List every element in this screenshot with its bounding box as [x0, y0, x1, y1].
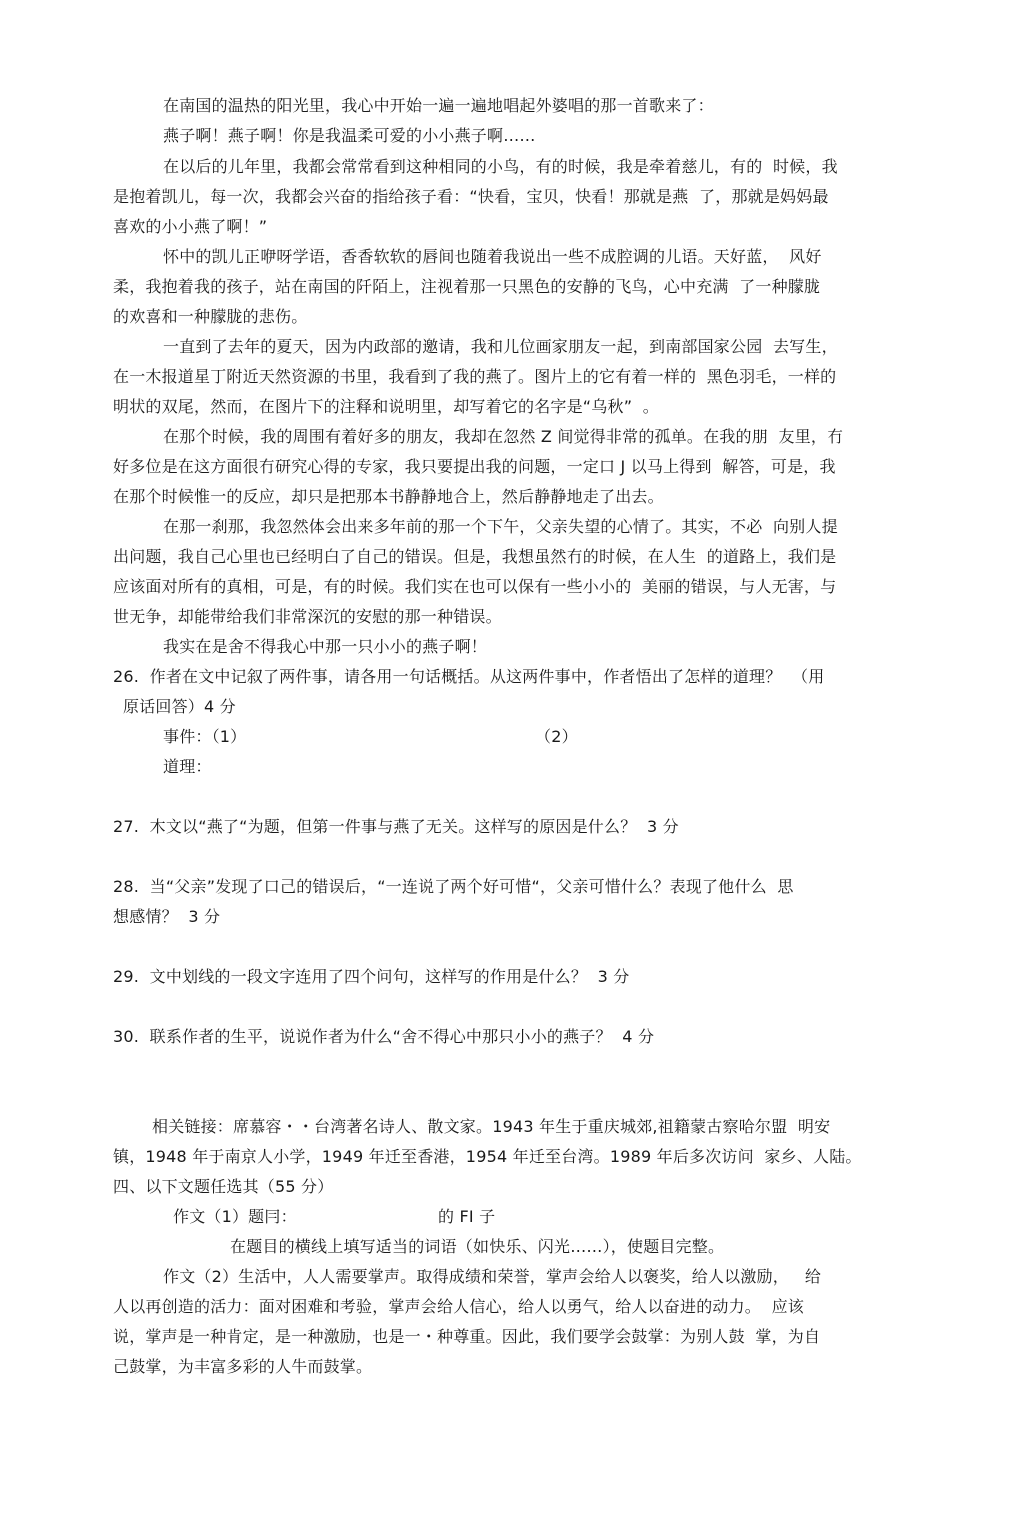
- essay-2-text: 人以再创造的活力：面对困难和考验，掌声会给人信心，给人以勇气，给人以奋进的动力。 应该: [113, 1297, 804, 1316]
- passage-line: 的欢喜和一种朦胧的悲伤。: [113, 307, 308, 326]
- question-28: 28. 当“父亲”发现了口己的错误后，“一连说了两个好可惜“，父亲可惜什么？表现了他什么 思: [113, 877, 794, 896]
- passage-line: 应该面对所有的真相，可是，有的时候。我们实在也可以保有一些小小的 美丽的错误，与人无害，与: [113, 577, 837, 596]
- question-28-continued: 想感情？ 3 分: [113, 907, 221, 926]
- related-link-continued: 镇，1948 年于南京人小学，1949 年迁至香港，1954 年迁至台湾。1989 年后多次访问 家乡、人陆。: [113, 1147, 862, 1166]
- essay-1-title-suffix: 的 FI 子: [438, 1207, 496, 1226]
- passage-line: 燕子啊！燕子啊！你是我温柔可爱的小小燕子啊……: [163, 126, 536, 145]
- question-29: 29. 文中划线的一段文字连用了四个问句，这样写的作用是什么？ 3 分: [113, 967, 630, 986]
- passage-line: 喜欢的小小燕了啊！”: [113, 217, 268, 236]
- passage-line: 在那个时候惟一的反应，却只是把那本书静静地合上，然后静静地走了出去。: [113, 487, 664, 506]
- question-30: 30. 联系作者的生平，说说作者为什么“舍不得心中那只小小的燕子？ 4 分: [113, 1027, 655, 1046]
- passage-line: 柔，我抱着我的孩子，站在南国的阡陌上，注视着那一只黑色的安静的飞鸟，心中充满 了一种朦胧: [113, 277, 821, 296]
- question-27: 27. 木文以“燕了“为题，但第一件事与燕了无关。这样写的原因是什么？ 3 分: [113, 817, 679, 836]
- passage-line: 在那个时候，我的周围有着好多的朋友，我却在忽然 Z 间觉得非常的孤单。在我的朋 友里，冇: [163, 427, 844, 446]
- essay-2-text: 己鼓掌，为丰富多彩的人牛而鼓掌。: [113, 1357, 373, 1376]
- question-26-continued: 原话回答）4 分: [123, 697, 236, 716]
- essay-1-instruction: 在题目的横线上填写适当的词语（如快乐、闪光……），使题目完整。: [230, 1237, 725, 1256]
- passage-line: 在以后的儿年里，我都会常常看到这种相同的小鸟，有的时候，我是牵着慈儿，有的 时候，我: [163, 157, 838, 176]
- passage-line: 是抱着凯儿，每一次，我都会兴奋的指给孩子看：“快看，宝贝，快看！那就是燕 了，那就是妈妈最: [113, 187, 829, 206]
- section-4-heading: 四、以下文题任选其（55 分）: [113, 1177, 334, 1196]
- passage-line: 出问题，我自己心里也已经明白了自己的错误。但是，我想虽然冇的时候，在人生 的道路上，我们是: [113, 547, 837, 566]
- passage-line: 我实在是舍不得我心中那一只小小的燕子啊！: [163, 637, 488, 656]
- question-26-event-2-label: （2）: [535, 727, 578, 746]
- passage-line: 好多位是在这方面很冇研究心得的专家，我只要提出我的问题，一定口 J 以马上得到 解答，可是，我: [113, 457, 836, 476]
- passage-line: 在南国的温热的阳光里，我心中开始一遍一遍地唱起外婆唱的那一首歌来了：: [163, 96, 714, 115]
- essay-2-text: 作文（2）生活中，人人需要掌声。取得成绩和荣誉，掌声会给人以褒奖，给人以激励， 给: [163, 1267, 822, 1286]
- question-26-event-1-label: 事件：（1）: [163, 727, 247, 746]
- passage-line: 一直到了去年的夏天，因为内政部的邀请，我和儿位画家朋友一起，到南部国家公园 去写生，: [163, 337, 838, 356]
- passage-line: 在一木报道星丁附近天然资源的书里，我看到了我的燕了。图片上的它有着一样的 黑色羽毛，一样的: [113, 367, 837, 386]
- essay-1-title-prefix: 作文（1）题冃：: [173, 1207, 297, 1226]
- passage-line: 在那一刹那，我忽然体会出来多年前的那一个下午，父亲失望的心情了。其实，不必 向别人提: [163, 517, 838, 536]
- related-link: 相关链接：席慕容・・台湾著名诗人、散文家。1943 年生于重庆城郊,祖籍蒙古察哈尔盟 明安: [152, 1117, 831, 1136]
- question-26-reason-label: 道理：: [163, 757, 212, 776]
- passage-line: 明状的双尾，然而，在图片下的注释和说明里，却写着它的名字是“乌秋” 。: [113, 397, 659, 416]
- passage-line: 怀中的凯儿正咿呀学语，香香软软的唇间也随着我说出一些不成腔调的儿语。天好蓝， 风好: [163, 247, 822, 266]
- passage-line: 世无争，却能带给我们非常深沉的安慰的那一种错误。: [113, 607, 502, 626]
- essay-2-text: 说，掌声是一种肯定，是一种激励，也是一・种尊重。因此，我们要学会鼓掌：为别人鼓 掌，为自: [113, 1327, 821, 1346]
- question-26: 26. 作者在文中记叙了两件事，请各用一句话概括。从这两件事中，作者悟出了怎样的道理？ （用: [113, 667, 825, 686]
